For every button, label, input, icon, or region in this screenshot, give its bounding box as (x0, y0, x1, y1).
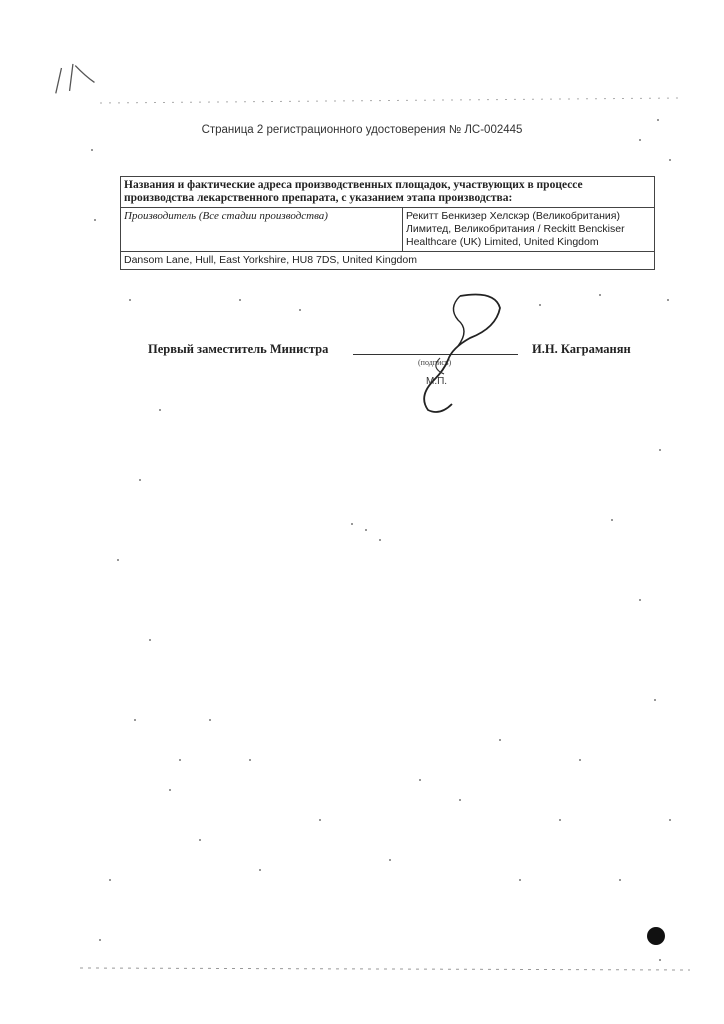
signer-name: И.Н. Каграманян (532, 342, 631, 356)
table-header-cell: Названия и фактические адреса производственных площадок, участвующих в процессе производства лекарственного препарата, с указанием этапа производства: (121, 177, 655, 208)
handwritten-page-mark (47, 56, 102, 107)
seal-label: М.П. (426, 376, 448, 387)
handwritten-signature (400, 288, 510, 418)
stage-cell: Производитель (Все стадии производства) (121, 208, 403, 252)
punch-hole-mark (647, 927, 665, 945)
table-row (121, 177, 655, 208)
manufacturer-cell: Рекитт Бенкизер Хелскэр (Великобритания) Лимитед, Великобритания / Reckitt Benckiser Healthcare (UK) Limited, United Kingdom (403, 208, 655, 252)
signature-caption: (подпись) (418, 358, 452, 367)
page-header: Страница 2 регистрационного удостоверения № ЛС-002445 (201, 124, 523, 136)
table-row (121, 252, 655, 270)
address-cell: Dansom Lane, Hull, East Yorkshire, HU8 7DS, United Kingdom (121, 252, 655, 270)
production-sites-table (120, 176, 655, 270)
signer-title: Первый заместитель Министра (148, 342, 329, 356)
table-row (121, 208, 655, 252)
